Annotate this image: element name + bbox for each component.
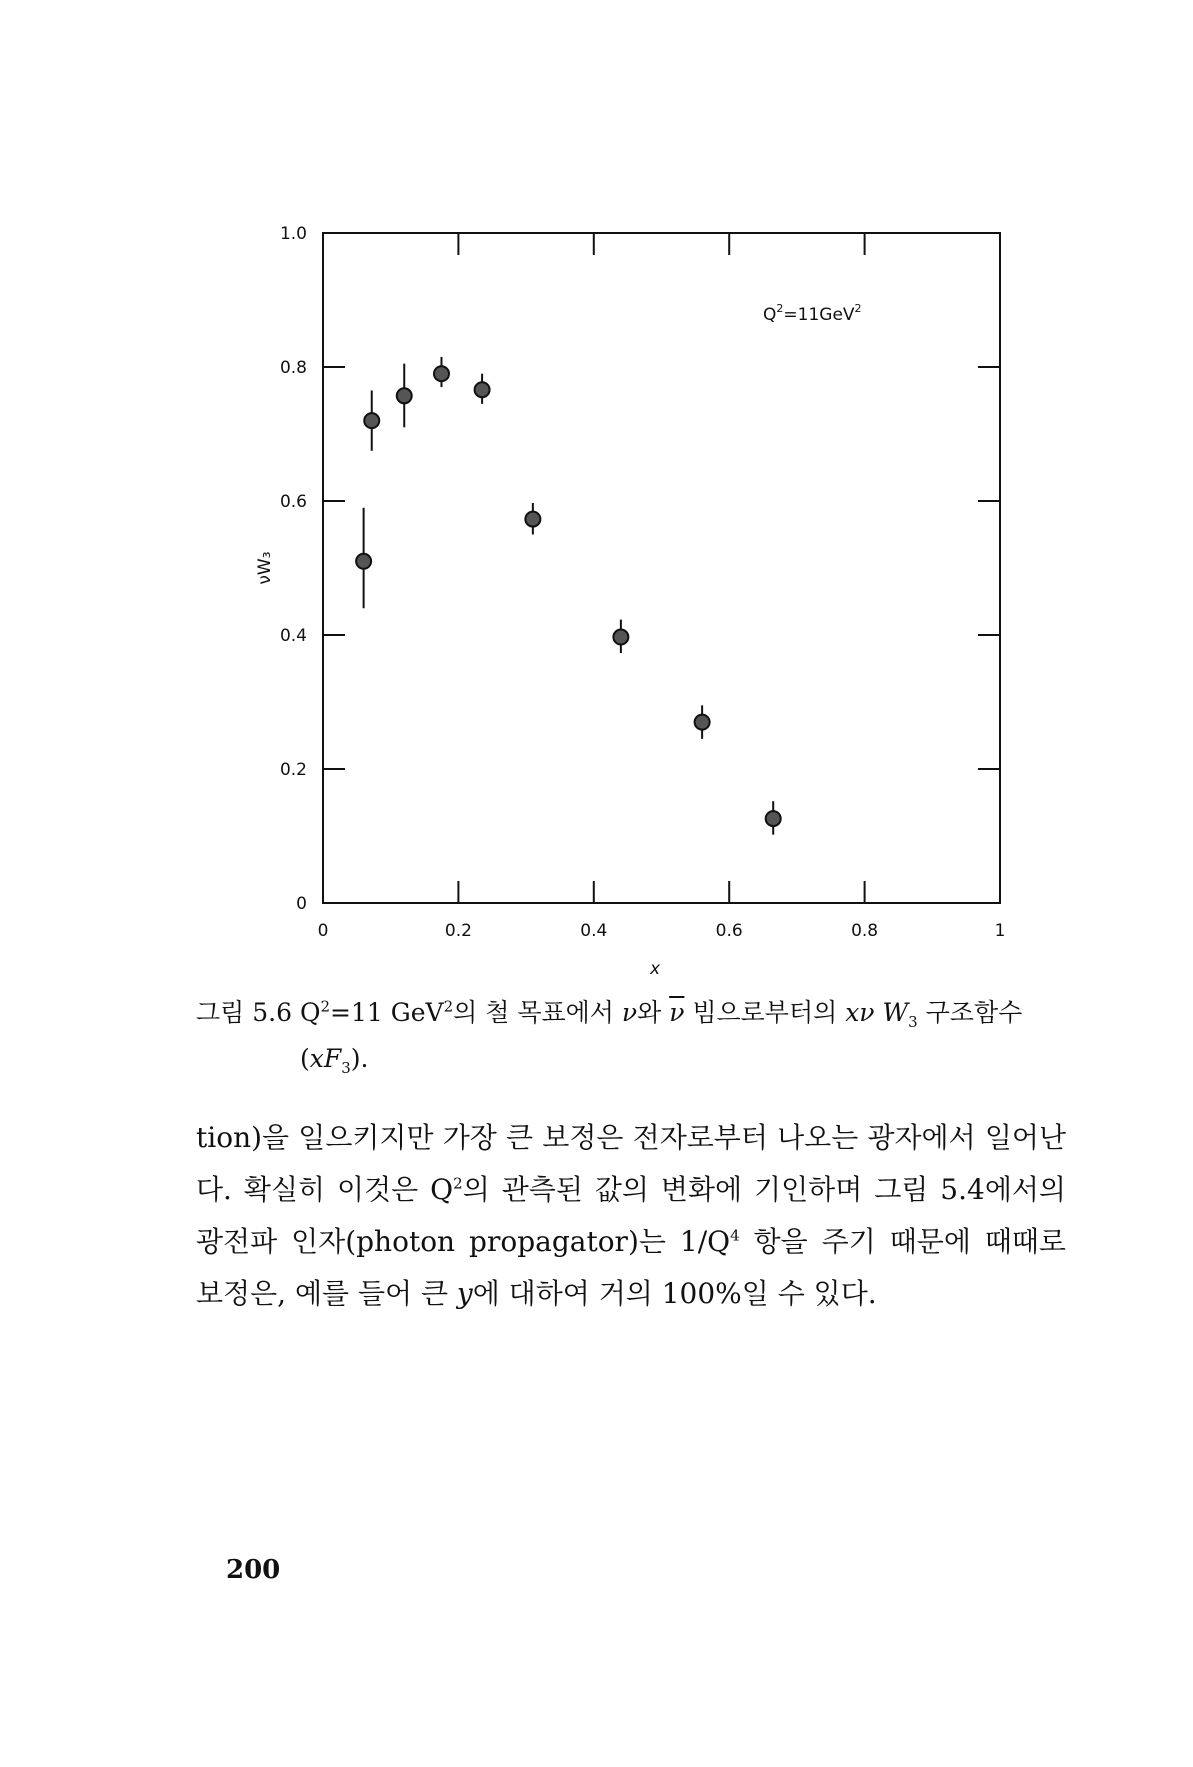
data-point bbox=[397, 388, 412, 403]
data-point bbox=[434, 366, 449, 381]
data-point bbox=[356, 554, 371, 569]
data-point bbox=[364, 413, 379, 428]
caption-label: 그림 5.6 bbox=[196, 998, 293, 1027]
body-paragraph: tion)을 일으키지만 가장 큰 보정은 전자로부터 나오는 광자에서 일어난다. 확실히 이것은 $Q^2$의 관측된 값의 변화에 기인하며 그림 5.4에서의 광전파 인자(photon propagator)는 $1/Q^4$ 항을 주기 때문에 때때로 보정은, 예를 들어 큰 y에 대하여 거의 100%일 수 있다. bbox=[196, 1121, 1066, 1310]
y-tick-label: 0.6 bbox=[279, 492, 307, 512]
data-point bbox=[475, 382, 490, 397]
x-tick-label: 0.4 bbox=[580, 921, 608, 941]
data-point bbox=[525, 512, 540, 527]
data-point bbox=[613, 630, 628, 645]
x-tick-label: 0.2 bbox=[444, 921, 472, 941]
x-tick-label: 0.8 bbox=[851, 921, 879, 941]
x-axis-label: x bbox=[649, 959, 661, 979]
data-point bbox=[766, 811, 781, 826]
caption-line-2: $(xF_3)$. bbox=[300, 1044, 369, 1077]
x-tick-label: 1 bbox=[994, 921, 1006, 941]
page-number: 200 bbox=[226, 1555, 281, 1585]
q2-annotation: $Q^2=11GeV^2$ bbox=[763, 302, 862, 325]
x-tick-label: 0.6 bbox=[715, 921, 743, 941]
caption-line-1: 그림 5.6 $Q^2=11$ GeV$^2$의 철 목표에서 ν와 $\overline{\nu}$ 빔으로부터의 xν $W_3$ 구조함수 bbox=[196, 990, 1076, 1036]
x-tick-label: 0 bbox=[317, 921, 329, 941]
y-tick-label: 0.4 bbox=[279, 626, 307, 646]
y-tick-label: 0.2 bbox=[279, 760, 307, 780]
y-tick-label: 1.0 bbox=[279, 224, 307, 244]
y-axis-label: νW₃ bbox=[255, 551, 275, 585]
plot-frame bbox=[323, 233, 1000, 903]
data-points bbox=[356, 357, 781, 835]
data-point bbox=[695, 715, 710, 730]
y-tick-label: 0 bbox=[296, 894, 307, 914]
y-tick-label: 0.8 bbox=[279, 358, 307, 378]
axis-ticks bbox=[280, 224, 1005, 941]
figure-caption bbox=[196, 990, 1076, 1082]
